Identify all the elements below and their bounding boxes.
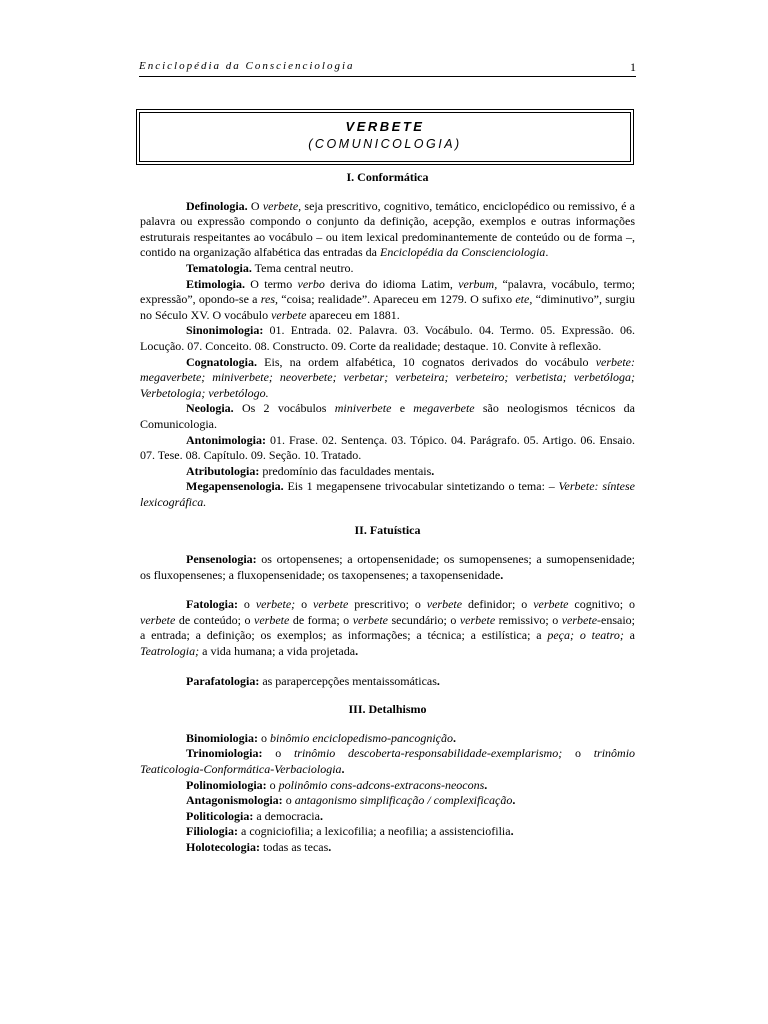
paragraph-filiologia — [140, 824, 635, 840]
text-run: verbete — [313, 597, 349, 612]
text-run: megaverbete — [413, 401, 475, 416]
term-antagonismologia: Antagonismologia: — [186, 793, 283, 808]
paragraph-parafatologia — [140, 674, 635, 690]
text-run: verbete — [140, 612, 176, 627]
text-run: . — [328, 839, 332, 854]
text-run: Teatrologia; — [140, 644, 200, 659]
text-run: a democracia — [253, 808, 320, 823]
term-parafatologia: Parafatologia: — [186, 673, 260, 688]
entry-title: VERBETE — [345, 119, 425, 134]
text-run: Enciclopédia da Conscienciologia — [380, 245, 546, 260]
text-run: . — [500, 567, 504, 582]
text-run: . — [341, 762, 345, 776]
text-run: a cogniciofilia; a lexicofilia; a neofilia; a assistenciofilia — [238, 824, 511, 839]
term-definologia: Definologia. — [186, 198, 248, 213]
text-run: de forma; o — [289, 612, 353, 627]
title-box — [136, 109, 634, 165]
text-run: ete, — [515, 292, 533, 307]
term-filiologia: Filiologia: — [186, 824, 238, 839]
section-heading-fatuistica: II. Fatuística — [354, 523, 421, 538]
text-run: o — [282, 793, 295, 808]
text-run: o — [562, 746, 594, 761]
page-number: 1 — [630, 60, 636, 74]
term-atributologia: Atributologia: — [186, 463, 260, 478]
text-run: verbete; — [255, 597, 296, 612]
text-run: o — [238, 597, 256, 612]
paragraph-fatologia — [140, 597, 635, 659]
text-run: antagonismo simplificação / complexificação — [294, 793, 513, 808]
text-run: a — [623, 628, 635, 643]
text-run: predomínio das faculdades mentais — [259, 463, 432, 478]
text-run: verbete — [561, 612, 598, 627]
text-run: prescritivo; o — [348, 597, 427, 612]
text-run: . — [512, 793, 516, 808]
paragraph-definologia — [140, 199, 635, 261]
term-holotecologia: Holotecologia: — [186, 839, 260, 854]
text-run: verbete: megaverbete; miniverbete; neoverbete; verbetar; verbeteira; verbeteiro; verbetista; verbetóloga; Verbetologia; verbetólogo. — [140, 354, 635, 400]
term-polinomiologia: Polinomiologia: — [186, 777, 267, 792]
text-run: . — [355, 644, 359, 659]
text-run: a vida humana; a vida projetada — [199, 644, 356, 659]
text-run: verbete — [271, 307, 307, 322]
text-run: “diminutivo”, surgiu no Século XV. O vocábulo — [140, 292, 635, 322]
text-run: todas as tecas — [259, 839, 329, 854]
text-run: verbete — [459, 612, 496, 627]
text-run: o — [262, 746, 294, 761]
text-run: O — [247, 198, 263, 213]
text-run: res, — [260, 292, 278, 307]
paragraph-cognatologia — [140, 355, 635, 402]
text-run: Eis, na ordem alfabética, 10 cognatos derivados do vocábulo — [257, 354, 596, 369]
text-run: “palavra, vocábulo, termo; expressão”, opondo-se a — [140, 276, 635, 307]
text-run: -ensaio; a entrada; a definição; os exemplos; as informações; a técnica; a estilística; a — [140, 612, 636, 643]
term-neologia: Neologia. — [186, 401, 234, 416]
text-run: Eis 1 megapensene trivocabular sintetizando o tema: – — [283, 479, 559, 494]
text-run: definidor; o — [462, 597, 534, 612]
text-run: são neologismos técnicos da Comunicologia. — [140, 401, 636, 431]
paragraph-binomiologia — [140, 731, 635, 747]
paragraph-etimologia — [140, 277, 635, 324]
text-run: seja prescritivo, cognitivo, temático, enciclopédico ou remissivo, é a palavra ou expressão compondo o conjunto da definição, acepção, exemplos e outras informações estruturais respeitantes ao vocábulo – ou item lexical predominantemente de conteúdo ou de forma –, contido na organização alfabética das entradas da — [140, 198, 635, 260]
term-binomiologia: Binomiologia: — [186, 730, 259, 745]
text-run: . — [436, 673, 440, 688]
document-body — [140, 170, 635, 856]
text-run: binômio enciclopedismo-pancognição — [270, 730, 453, 745]
text-run: as parapercepções mentaissomáticas — [259, 673, 437, 688]
term-tematologia: Tematologia. — [186, 260, 252, 275]
text-run: verbete — [533, 597, 569, 612]
paragraph-antonimologia — [140, 433, 635, 464]
header-title: Enciclopédia da Conscienciologia — [139, 60, 355, 72]
paragraph-polinomiologia — [140, 778, 635, 794]
text-run: . — [319, 808, 323, 823]
text-run: secundário; o — [388, 612, 460, 627]
text-run: Tema central neutro. — [251, 260, 354, 275]
header-rule — [139, 76, 636, 77]
paragraph-neologia — [140, 401, 635, 432]
paragraph-antagonismologia — [140, 793, 635, 809]
text-run: miniverbete — [334, 401, 392, 416]
term-politicologia: Politicologia: — [186, 808, 254, 823]
text-run: cognitivo; o — [568, 597, 636, 612]
term-megapensenologia: Megapensenologia. — [186, 479, 284, 494]
text-run: remissivo; o — [495, 612, 562, 627]
paragraph-politicologia — [140, 809, 635, 825]
section-heading-detalhismo: III. Detalhismo — [348, 702, 427, 717]
text-run: o — [295, 597, 314, 612]
running-header — [139, 60, 636, 72]
text-run: . — [510, 824, 514, 839]
text-run: e — [391, 401, 414, 416]
text-run: apareceu em 1881. — [306, 307, 400, 322]
text-run: . — [484, 777, 488, 792]
text-run: verbete — [254, 612, 290, 627]
term-pensenologia: Pensenologia: — [186, 552, 257, 567]
text-run: 01. Frase. 02. Sentença. 03. Tópico. 04. Parágrafo. 05. Artigo. 06. Ensaio. 07. Tese. 08. Capítulo. 09. Seção. 10. Tratado. — [140, 432, 635, 463]
section-heading-conformatica: I. Conformática — [346, 170, 429, 184]
text-run: . — [431, 463, 435, 478]
text-run: verbum, — [458, 276, 498, 291]
paragraph-sinonimologia — [140, 323, 635, 354]
paragraph-tematologia — [140, 261, 635, 277]
text-run: Os 2 vocábulos — [233, 401, 335, 416]
text-run: polinômio cons-adcons-extracons-neocons — [278, 777, 485, 792]
text-run: . — [452, 730, 456, 745]
text-run: os ortopensenes; a ortopensenidade; os sumopensenes; a sumopensenidade; os fluxopensenes; a fluxopensenidade; os taxopensenes; a taxopensenidade — [140, 552, 635, 582]
text-run: O termo — [245, 276, 298, 291]
term-etimologia: Etimologia. — [186, 276, 245, 291]
paragraph-holotecologia — [140, 840, 635, 856]
term-fatologia: Fatologia: — [186, 597, 238, 612]
text-run: verbete, — [262, 198, 302, 213]
text-run: trinômio descoberta-responsabilidade-exemplarismo; — [293, 746, 563, 761]
paragraph-atributologia — [140, 464, 635, 480]
text-run: verbo — [297, 276, 325, 291]
paragraph-megapensenologia — [140, 479, 635, 510]
text-run: verbete — [352, 612, 388, 627]
term-cognatologia: Cognatologia. — [186, 354, 258, 369]
term-trinomiologia: Trinomiologia: — [186, 746, 263, 761]
text-run: Verbete: síntese lexicográfica. — [140, 479, 635, 509]
text-run: trinômio Teaticologia-Conformática-Verbaciologia — [140, 746, 636, 776]
text-run: deriva do idioma Latim, — [324, 276, 459, 291]
text-run: o — [266, 777, 279, 792]
term-antonimologia: Antonimologia: — [186, 432, 267, 447]
text-run: peça; o teatro; — [547, 628, 624, 643]
paragraph-trinomiologia — [140, 746, 635, 777]
text-run: verbete — [426, 597, 463, 612]
term-sinonimologia: Sinonimologia: — [186, 323, 264, 338]
text-run: “coisa; realidade”. Apareceu em 1279. O sufixo — [278, 292, 516, 307]
title-inner-frame — [139, 112, 631, 162]
paragraph-pensenologia — [140, 552, 635, 583]
text-run: de conteúdo; o — [175, 612, 255, 627]
text-run: . — [545, 245, 549, 260]
entry-subtitle: (COMUNICOLOGIA) — [308, 137, 462, 151]
text-run: 01. Entrada. 02. Palavra. 03. Vocábulo. 04. Termo. 05. Expressão. 06. Locução. 07. Conceito. 08. Constructo. 09. Corte da realidade; destaque. 10. Convite à reflexão. — [140, 323, 635, 353]
text-run: o — [258, 730, 271, 745]
